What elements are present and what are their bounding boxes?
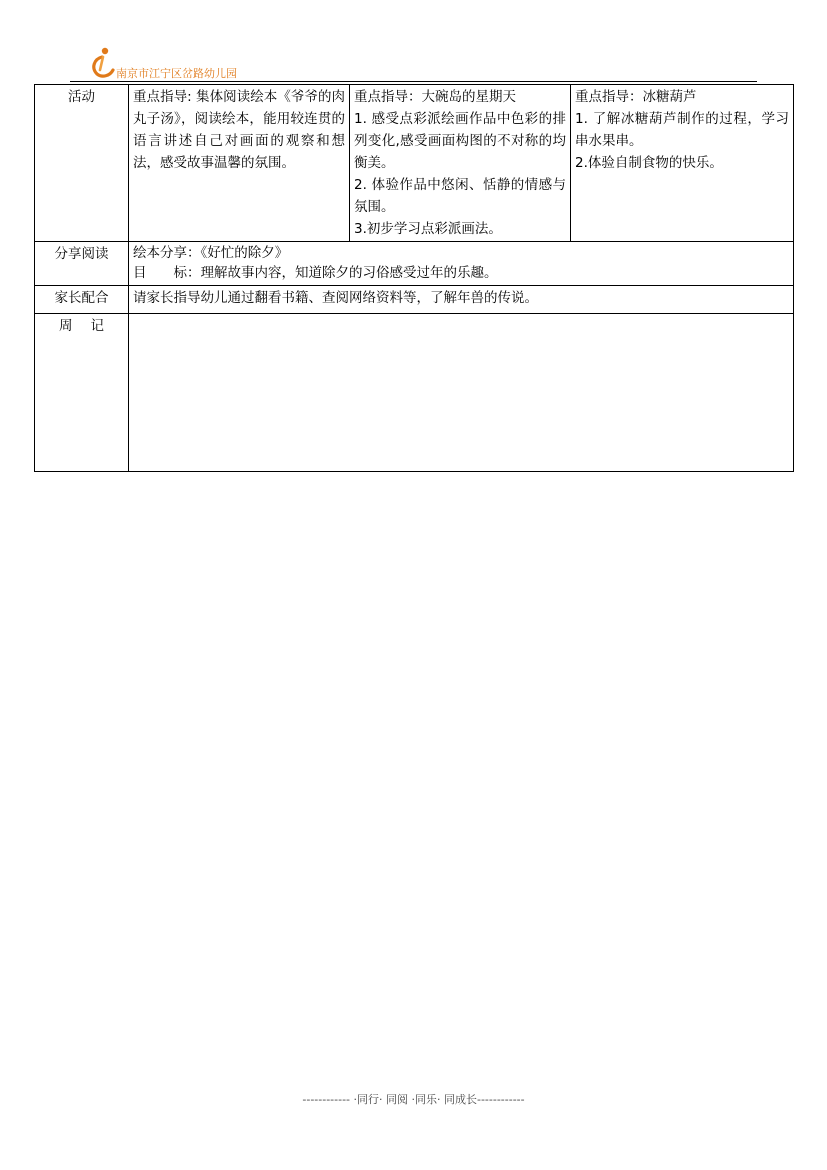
- activity-col2-item: 1. 感受点彩派绘画作品中色彩的排列变化,感受画面构图的不对称的均衡美。: [354, 111, 566, 171]
- weekly-label: 周记: [59, 318, 122, 334]
- reading-label: 分享阅读: [35, 242, 129, 286]
- header-divider: [70, 81, 757, 82]
- activity-col3-item: 2.体验自制食物的快乐。: [575, 155, 723, 171]
- activity-col2: [350, 85, 571, 242]
- school-logo-icon: [88, 46, 118, 78]
- reading-content: [129, 242, 794, 286]
- activity-col2-item: 2. 体验作品中悠闲、恬静的情感与氛围。: [354, 177, 566, 215]
- weekly-plan-table: [34, 84, 794, 472]
- activity-col3-title: 重点指导：冰糖葫芦: [575, 89, 697, 105]
- activity-col1-text: 重点指导: 集体阅读绘本《爷爷的肉丸子汤》，阅读绘本，能用较连贯的语言讲述自己对画面的观察和想法，感受故事温馨的氛围。: [133, 89, 345, 171]
- weekly-notes: [129, 314, 794, 472]
- table-row-parents: [35, 286, 794, 314]
- page-header: [70, 44, 757, 84]
- activity-col1: [129, 85, 350, 242]
- reading-goal: [133, 263, 789, 283]
- activity-col3-item: 1. 了解冰糖葫芦制作的过程，学习串水果串。: [575, 111, 789, 149]
- activity-col2-title: 重点指导：大碗岛的星期天: [354, 89, 516, 105]
- table-row-activity: [35, 85, 794, 242]
- weekly-label-cell: [35, 314, 129, 472]
- parents-text: 请家长指导幼儿通过翻看书籍、查阅网络资料等，了解年兽的传说。: [129, 286, 794, 314]
- page-footer: ------------ ·同行· 同阅 ·同乐· 同成长------------: [302, 1093, 525, 1106]
- school-name: 南京市江宁区岔路幼儿园: [116, 67, 237, 80]
- table-row-reading: [35, 242, 794, 286]
- reading-book: 绘本分享：《好忙的除夕》: [133, 245, 289, 261]
- activity-col3: [571, 85, 794, 242]
- activity-label: 活动: [35, 85, 129, 242]
- reading-goal-label: 目 标：: [133, 265, 201, 281]
- table-row-weekly: [35, 314, 794, 472]
- parents-label: 家长配合: [35, 286, 129, 314]
- activity-col2-item: 3.初步学习点彩派画法。: [354, 221, 502, 237]
- reading-goal-text: 理解故事内容，知道除夕的习俗感受过年的乐趣。: [200, 265, 498, 281]
